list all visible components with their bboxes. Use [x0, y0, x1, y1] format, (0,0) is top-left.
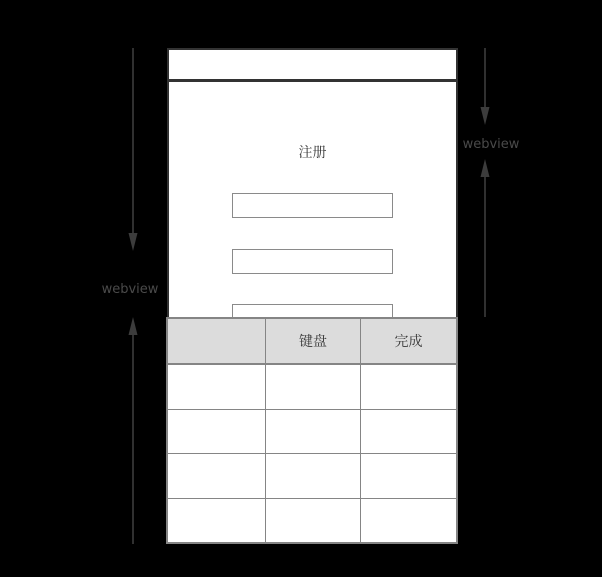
keyboard-key-cell[interactable] — [266, 410, 361, 454]
keyboard-key-cell[interactable] — [361, 454, 456, 498]
keyboard-row — [168, 410, 456, 455]
left-down-arrow — [123, 48, 143, 251]
keyboard-key-cell[interactable] — [361, 410, 456, 454]
done-button[interactable]: 完成 — [394, 334, 423, 350]
keyboard-toolbar — [168, 319, 456, 365]
keyboard-key-cell[interactable] — [168, 454, 266, 498]
keyboard-key-cell[interactable] — [168, 410, 266, 454]
left-webview-label: webview — [101, 282, 159, 297]
keyboard-key-cell[interactable] — [266, 365, 361, 409]
keyboard-key-cell[interactable] — [168, 499, 266, 543]
right-down-arrow — [475, 48, 495, 125]
keyboard-key-cell[interactable] — [168, 365, 266, 409]
keyboard-key-cell[interactable] — [266, 499, 361, 543]
browser-top-bar — [169, 50, 456, 82]
keyboard-accessory-panel — [166, 317, 458, 544]
keyboard-toolbar-spacer — [168, 319, 266, 363]
right-webview-label: webview — [462, 137, 520, 152]
keyboard-key-cell[interactable] — [361, 499, 456, 543]
keyboard-row — [168, 499, 456, 543]
keyboard-row — [168, 365, 456, 410]
keyboard-row — [168, 454, 456, 499]
form-input-2[interactable] — [232, 249, 393, 274]
form-title: 注册 — [298, 145, 327, 161]
right-up-arrow — [475, 159, 495, 317]
form-input-1[interactable] — [232, 193, 393, 218]
keyboard-key-cell[interactable] — [361, 365, 456, 409]
keyboard-button[interactable]: 键盘 — [266, 319, 361, 363]
keyboard-key-cell[interactable] — [266, 454, 361, 498]
left-up-arrow — [123, 317, 143, 544]
